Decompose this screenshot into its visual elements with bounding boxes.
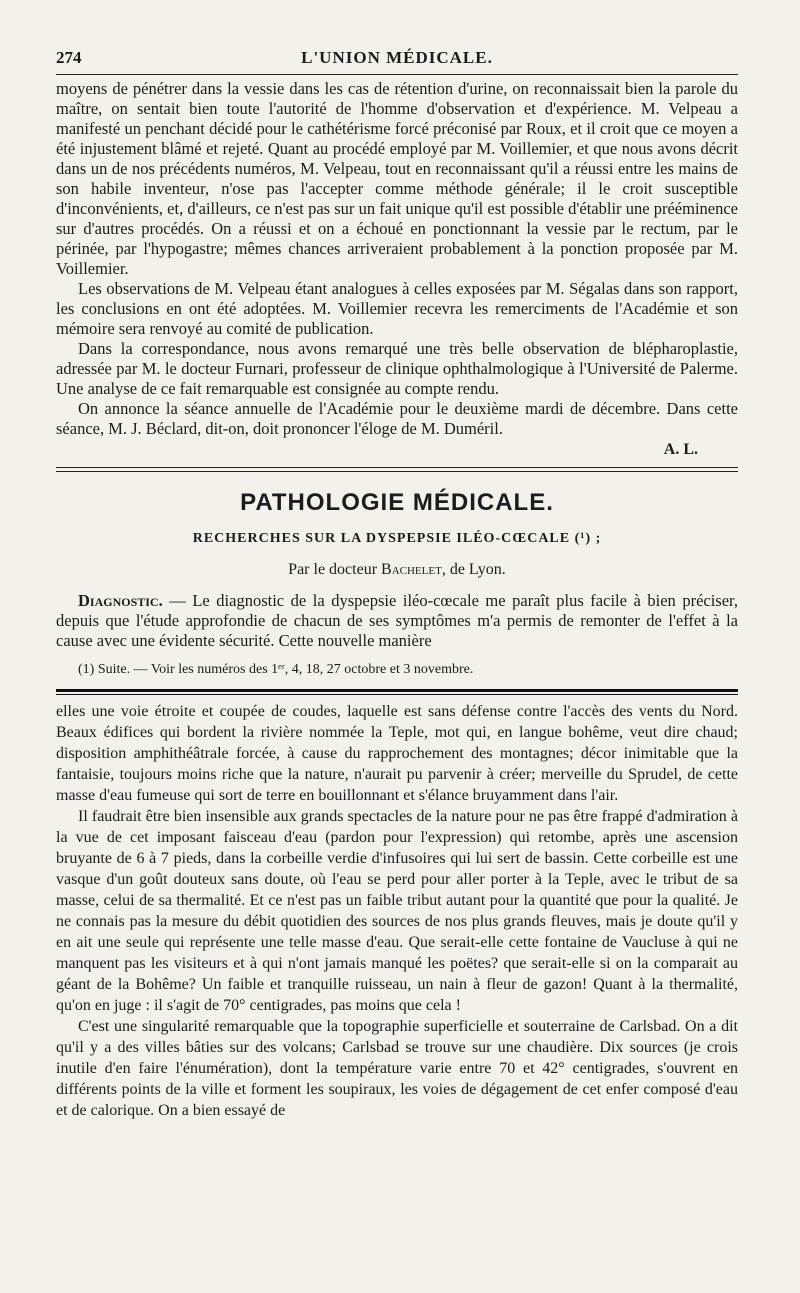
footnote: (1) Suite. — Voir les numéros des 1ᵉʳ, 4, 18, 27 octobre et 3 novembre. bbox=[78, 662, 474, 677]
signature: A. L. bbox=[663, 441, 698, 458]
report-paragraph: Dans la correspondance, nous avons remarqué une très belle observation de blépharoplastie, adressée par M. le docteur Furnari, professeur de clinique ophthalmologique à l'Université de Palerme. Une analyse de ce fait remarquable est consignée au compte rendu. bbox=[56, 339, 738, 398]
article-title: RECHERCHES SUR LA DYSPEPSIE ILÉO-CŒCALE (¹) ; bbox=[192, 531, 602, 546]
feuilleton-paragraph: C'est une singularité remarquable que la topographie superficielle et souterraine de Carlsbad. On a dit qu'il y a des villes bâties sur des volcans; Carlsbad se trouve sur une chaudière. Dix sources (je crois inutile d'en faire l'énumération), dont la température varie entre 70 et 42° centigrades, s'ouvrent en différents points de la ville et forment les soupiraux, les voies de dégagement de cet enfer composé d'eau et de calorique. On a bien essayé de bbox=[56, 1018, 738, 1119]
feuilleton-paragraph: elles une voie étroite et coupée de coudes, laquelle est sans défense contre l'accès des vents du Nord. Beaux édifices qui bordent la rivière nommée la Teple, mot qui, en langue bohême, veut dire chaud; disposition amphithéâtrale forcée, à cause du rapprochement des montagnes; décor inimitable que la fantaisie, toujours moins riche que la nature, n'aurait pu parvenir à créer; merveille du Sprudel, de cette masse d'eau fumeuse qui sort de terre en bouillonnant et s'élance bruyamment dans l'air. bbox=[56, 703, 738, 804]
author-name: Bachelet bbox=[381, 561, 442, 578]
diagnostic-text: — Le diagnostic de la dyspepsie iléo-cœcale me paraît plus facile à bien préciser, depuis que l'étude approfondie de chacun de ses symptômes m'a permis de remonter de l'effet à la cause avec une évidente sécurité. Cette nouvelle manière bbox=[56, 591, 738, 650]
running-head bbox=[56, 44, 738, 74]
journal-title: L'UNION MÉDICALE. bbox=[301, 48, 493, 67]
author-prefix: Par le docteur bbox=[288, 561, 382, 578]
academy-report bbox=[56, 79, 738, 461]
header-rule bbox=[56, 74, 738, 75]
diagnostic-paragraph bbox=[56, 591, 738, 651]
report-paragraph: On annonce la séance annuelle de l'Académie pour le deuxième mardi de décembre. Dans cette séance, M. J. Béclard, dit-on, doit prononcer l'éloge de M. Duméril. bbox=[56, 399, 738, 438]
report-paragraph: moyens de pénétrer dans la vessie dans les cas de rétention d'urine, on reconnaissait bien la parole du maître, on sentait bien toute l'autorité de l'homme d'observation et d'expérience. M. Velpeau a manifesté un penchant décidé pour le cathétérisme forcé préconisé par Roux, et il croit que ce moyen a été injustement blâmé et rejeté. Quant au procédé employé par M. Voillemier, et que nous avons décrit dans un de nos précédents numéros, M. Velpeau, tout en reconnaissant qu'il a réussi entre les mains de son habile inventeur, n'ose pas l'accepter comme méthode générale; il le croit susceptible d'inconvénients, et, d'ailleurs, ce n'est pas sur un fait unique qu'il est possible d'établir une prééminence sur d'autres procédés. On a réussi et on a échoué en ponctionnant la vessie par le rectum, par le périnée, par l'hypogastre; mêmes chances arriveraient probablement à la ponction proposée par M. Voillemier. bbox=[56, 79, 738, 278]
page-number: 274 bbox=[56, 48, 82, 67]
feuilleton bbox=[56, 701, 738, 1121]
author-suffix: , de Lyon. bbox=[441, 561, 506, 578]
author-line bbox=[56, 561, 738, 579]
diagnostic-label: Diagnostic. bbox=[78, 591, 163, 610]
page bbox=[56, 44, 738, 1121]
feuilleton-paragraph: Il faudrait être bien insensible aux grands spectacles de la nature pour ne pas être frappé d'admiration à la vue de cet imposant faisceau d'eau (pardon pour l'expression) qui retombe, après une ascension bruyante de 6 à 7 pieds, dans la corbeille verdie d'infusoires qui lui sert de bassin. Cette corbeille est une vasque d'un goût douteux sans doute, où l'eau se perd pour aller porter à la Teple, avec le tribut de sa masse, celui de sa thermalité. Et ce n'est pas un faible tribut autant pour la quantité que pour la qualité. Je ne connais pas la mesure du débit quotidien des sources de nos plus grands fleuves, mais je doute qu'il y en ait une seule qui représente une telle masse d'eau. Que serait-elle cette fontaine de Vaucluse à qui ne manquent pas les visiteurs et à qui n'ont jamais manqué les poëtes? que serait-elle si on la comparait au géant de la Bohême? Un faible et tranquille ruisseau, un nain à fleur de gazon! Quant à la thermalité, qu'on en juge : il s'agit de 70° centigrades, pas moins que cela ! bbox=[56, 808, 738, 1014]
feuilleton-divider bbox=[56, 689, 738, 695]
report-paragraph: Les observations de M. Velpeau étant analogues à celles exposées par M. Ségalas dans son rapport, les conclusions en ont été adoptées. M. Voillemier recevra les remerciments de l'Académie et son mémoire sera renvoyé au comité de publication. bbox=[56, 279, 738, 338]
section-title: PATHOLOGIE MÉDICALE. bbox=[240, 489, 554, 516]
section-divider bbox=[56, 467, 738, 475]
